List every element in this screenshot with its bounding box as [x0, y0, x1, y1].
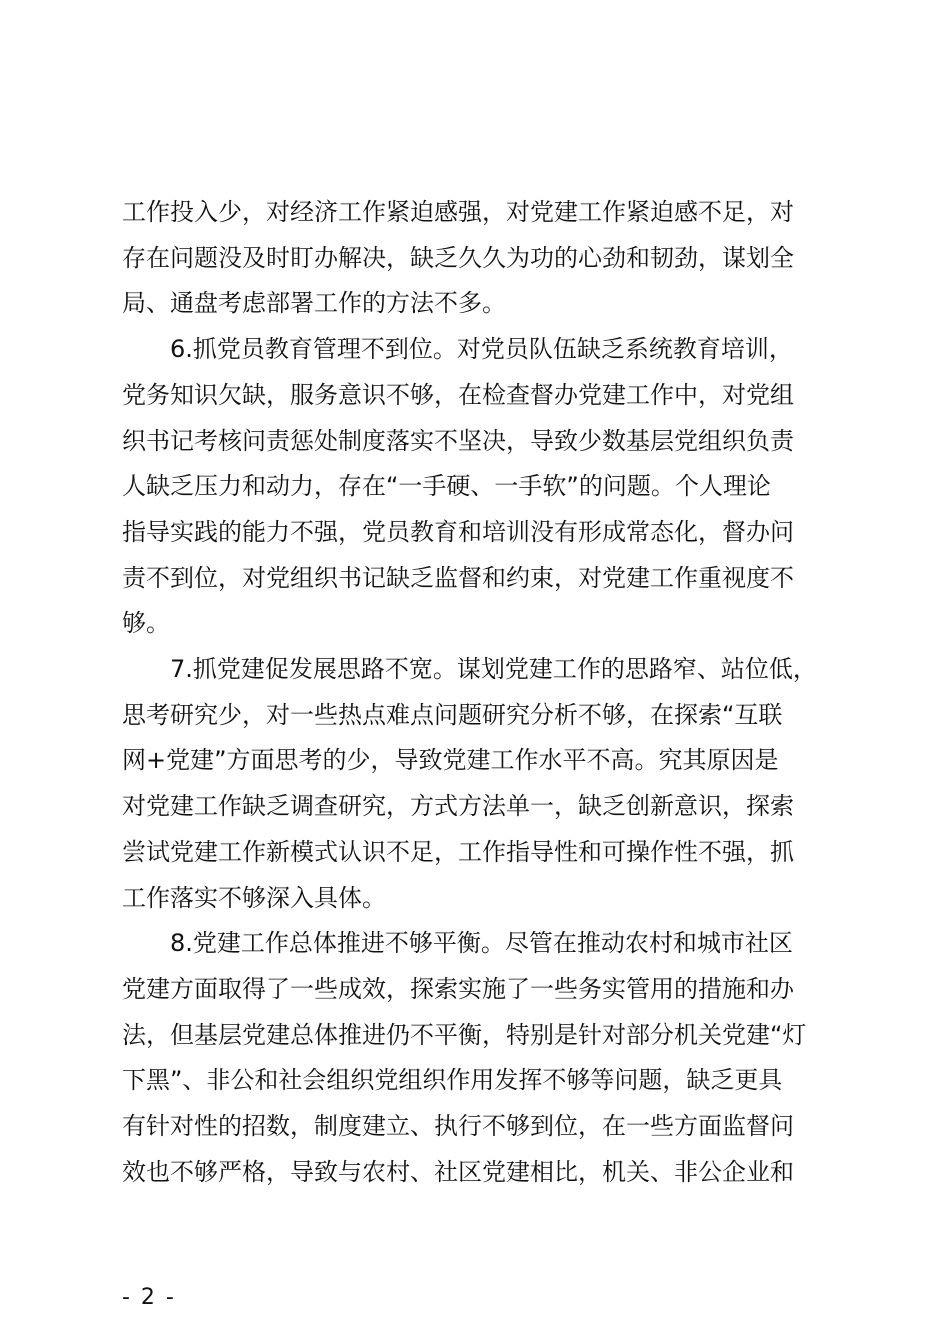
text-line: 工作落实不够深入具体。	[122, 883, 386, 912]
text-line: 效也不够严格，导致与农村、社区党建相比，机关、非公企业和	[122, 1157, 794, 1186]
paragraph-item-6	[122, 327, 826, 647]
text-line: 指导实践的能力不强，党员教育和培训没有形成常态化，督办问	[122, 517, 794, 546]
text-line: 够。	[122, 609, 170, 638]
text-line: 存在问题没及时盯办解决，缺乏久久为功的心劲和韧劲，谋划全	[122, 243, 794, 272]
text-line: 工作投入少，对经济工作紧迫感强，对党建工作紧迫感不足，对	[122, 198, 794, 226]
text-line: 有针对性的招数，制度建立、执行不够到位，在一些方面监督问	[122, 1112, 794, 1141]
paragraph-item-8	[122, 921, 826, 1195]
text-line: 党务知识欠缺，服务意识不够，在检查督办党建工作中，对党组	[122, 380, 794, 409]
text-line: 党建方面取得了一些成效，探索实施了一些务实管用的措施和办	[122, 974, 794, 1003]
paragraph-continuation	[122, 190, 826, 327]
text-line: 局、通盘考虑部署工作的方法不多。	[122, 289, 506, 318]
body-text	[122, 190, 826, 1195]
text-line: 7.抓党建促发展思路不宽。谋划党建工作的思路窄、站位低，	[170, 655, 817, 684]
text-line: 思考研究少，对一些热点难点问题研究分析不够，在探索“互联	[122, 700, 783, 729]
text-line: 尝试党建工作新模式认识不足，工作指导性和可操作性不强，抓	[122, 837, 794, 866]
text-line: 织书记考核问责惩处制度落实不坚决，导致少数基层党组织负责	[122, 426, 794, 455]
text-line: 下黑”、非公和社会组织党组织作用发挥不够等问题，缺乏更具	[122, 1066, 783, 1095]
text-line: 6.抓党员教育管理不到位。对党员队伍缺乏系统教育培训，	[170, 335, 793, 364]
text-line: 人缺乏压力和动力，存在“一手硬、一手软”的问题。个人理论	[122, 472, 771, 501]
page-number: - 2 -	[122, 1285, 176, 1310]
text-line: 法，但基层党建总体推进仍不平衡，特别是针对部分机关党建“灯	[122, 1020, 807, 1049]
text-line: 责不到位，对党组织书记缺乏监督和约束，对党建工作重视度不	[122, 563, 794, 592]
text-line: 8.党建工作总体推进不够平衡。尽管在推动农村和城市社区	[170, 929, 793, 958]
paragraph-item-7	[122, 647, 826, 921]
text-line: 对党建工作缺乏调查研究，方式方法单一，缺乏创新意识，探索	[122, 792, 794, 821]
text-line: 网+党建”方面思考的少，导致党建工作水平不高。究其原因是	[122, 746, 779, 775]
